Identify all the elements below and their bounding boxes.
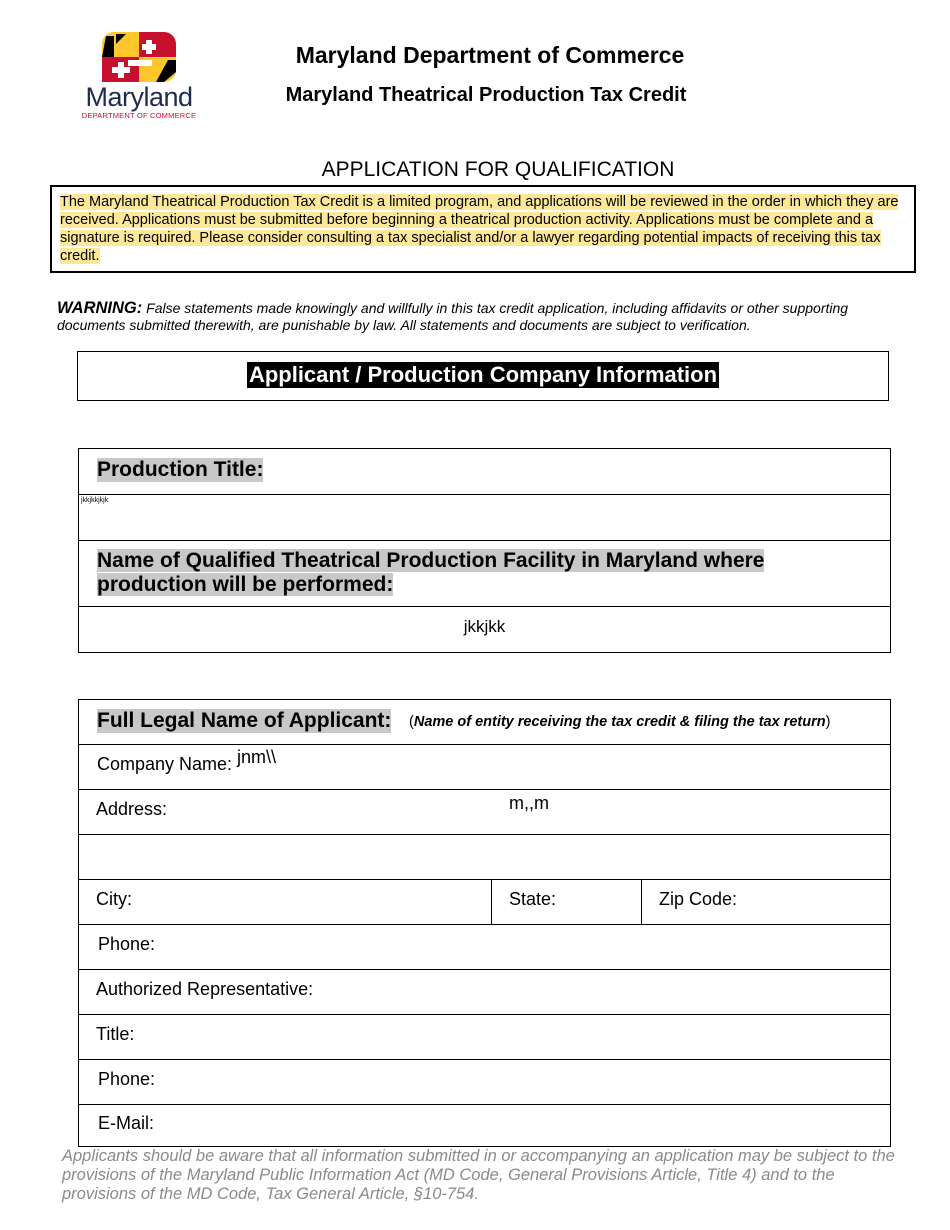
applicant-heading-note: (Name of entity receiving the tax credit & filing the tax return) <box>409 714 831 730</box>
company-row[interactable] <box>79 745 890 790</box>
logo-subtitle: DEPARTMENT OF COMMERCE <box>81 111 197 120</box>
zip-label: Zip Code: <box>659 889 738 909</box>
email-row[interactable] <box>79 1105 890 1146</box>
program-title: Maryland Theatrical Production Tax Credit <box>285 84 687 106</box>
notice-highlight: The Maryland Theatrical Production Tax Credit is a limited program, and applications will be reviewed in the order in which they are received. Applications must be submitted before beginning a theatrical production activity. Applications must be complete and a signature is required. Please consider consulting a tax specialist and/or a lawyer regarding potential impacts of receiving this tax credit. <box>60 194 899 264</box>
facility-label: Name of Qualified Theatrical Production Facility in Maryland where production will be performed: <box>97 549 765 596</box>
applicant-heading: Full Legal Name of Applicant: <box>97 709 392 732</box>
warning-text: False statements made knowingly and willfully in this tax credit application, including affidavits or other supporting documents submitted therewith, are punishable by law. All statements and documents are subject to verification. <box>57 300 849 333</box>
applicant-table <box>78 699 891 1147</box>
address-line2-row[interactable] <box>79 835 890 880</box>
section-title: Applicant / Production Company Information <box>248 362 718 387</box>
phone2-label: Phone: <box>98 1069 156 1089</box>
notice-box <box>50 185 916 273</box>
company-label: Company Name: <box>97 754 233 774</box>
warning-statement <box>57 300 917 334</box>
facility-value-row[interactable] <box>79 607 890 652</box>
facility-value[interactable]: jkkjkk <box>463 617 506 636</box>
rep-title-row[interactable] <box>79 1015 890 1060</box>
production-title-value-row[interactable] <box>79 495 890 541</box>
maryland-commerce-logo <box>76 30 202 122</box>
email-label: E-Mail: <box>98 1113 155 1133</box>
company-value[interactable]: jnm\\ <box>237 747 277 767</box>
production-title-label: Production Title: <box>97 458 264 481</box>
city-label: City: <box>96 889 132 909</box>
rep-title-label: Title: <box>96 1024 135 1044</box>
address-label: Address: <box>96 799 168 819</box>
address-row[interactable] <box>79 790 890 835</box>
phone-row[interactable] <box>79 925 890 970</box>
production-table <box>78 448 891 653</box>
address-value[interactable]: m,,m <box>509 793 549 813</box>
applicant-heading-row <box>79 700 890 745</box>
production-title-label-row <box>79 449 890 495</box>
section-header <box>77 351 889 401</box>
city-state-zip-row <box>79 880 890 925</box>
state-label: State: <box>509 889 557 909</box>
notice-text <box>60 193 906 265</box>
logo-wordmark: Maryland <box>85 82 193 112</box>
phone2-row[interactable] <box>79 1060 890 1105</box>
org-title: Maryland Department of Commerce <box>295 42 685 68</box>
form-title: APPLICATION FOR QUALIFICATION <box>321 158 675 181</box>
warning-label: WARNING: <box>57 299 143 317</box>
representative-label: Authorized Representative: <box>96 979 314 999</box>
production-title-value[interactable]: jkkjkkjkjk <box>81 497 109 504</box>
facility-label-row <box>79 541 890 607</box>
footer-note: Applicants should be aware that all information submitted in or accompanying an application may be subject to the provisions of the Maryland Public Information Act (MD Code, General Provisions Article, Title 4) and to the provisions of the MD Code, Tax General Article, §10-754. <box>62 1147 895 1203</box>
phone-label: Phone: <box>98 934 156 954</box>
representative-row[interactable] <box>79 970 890 1015</box>
